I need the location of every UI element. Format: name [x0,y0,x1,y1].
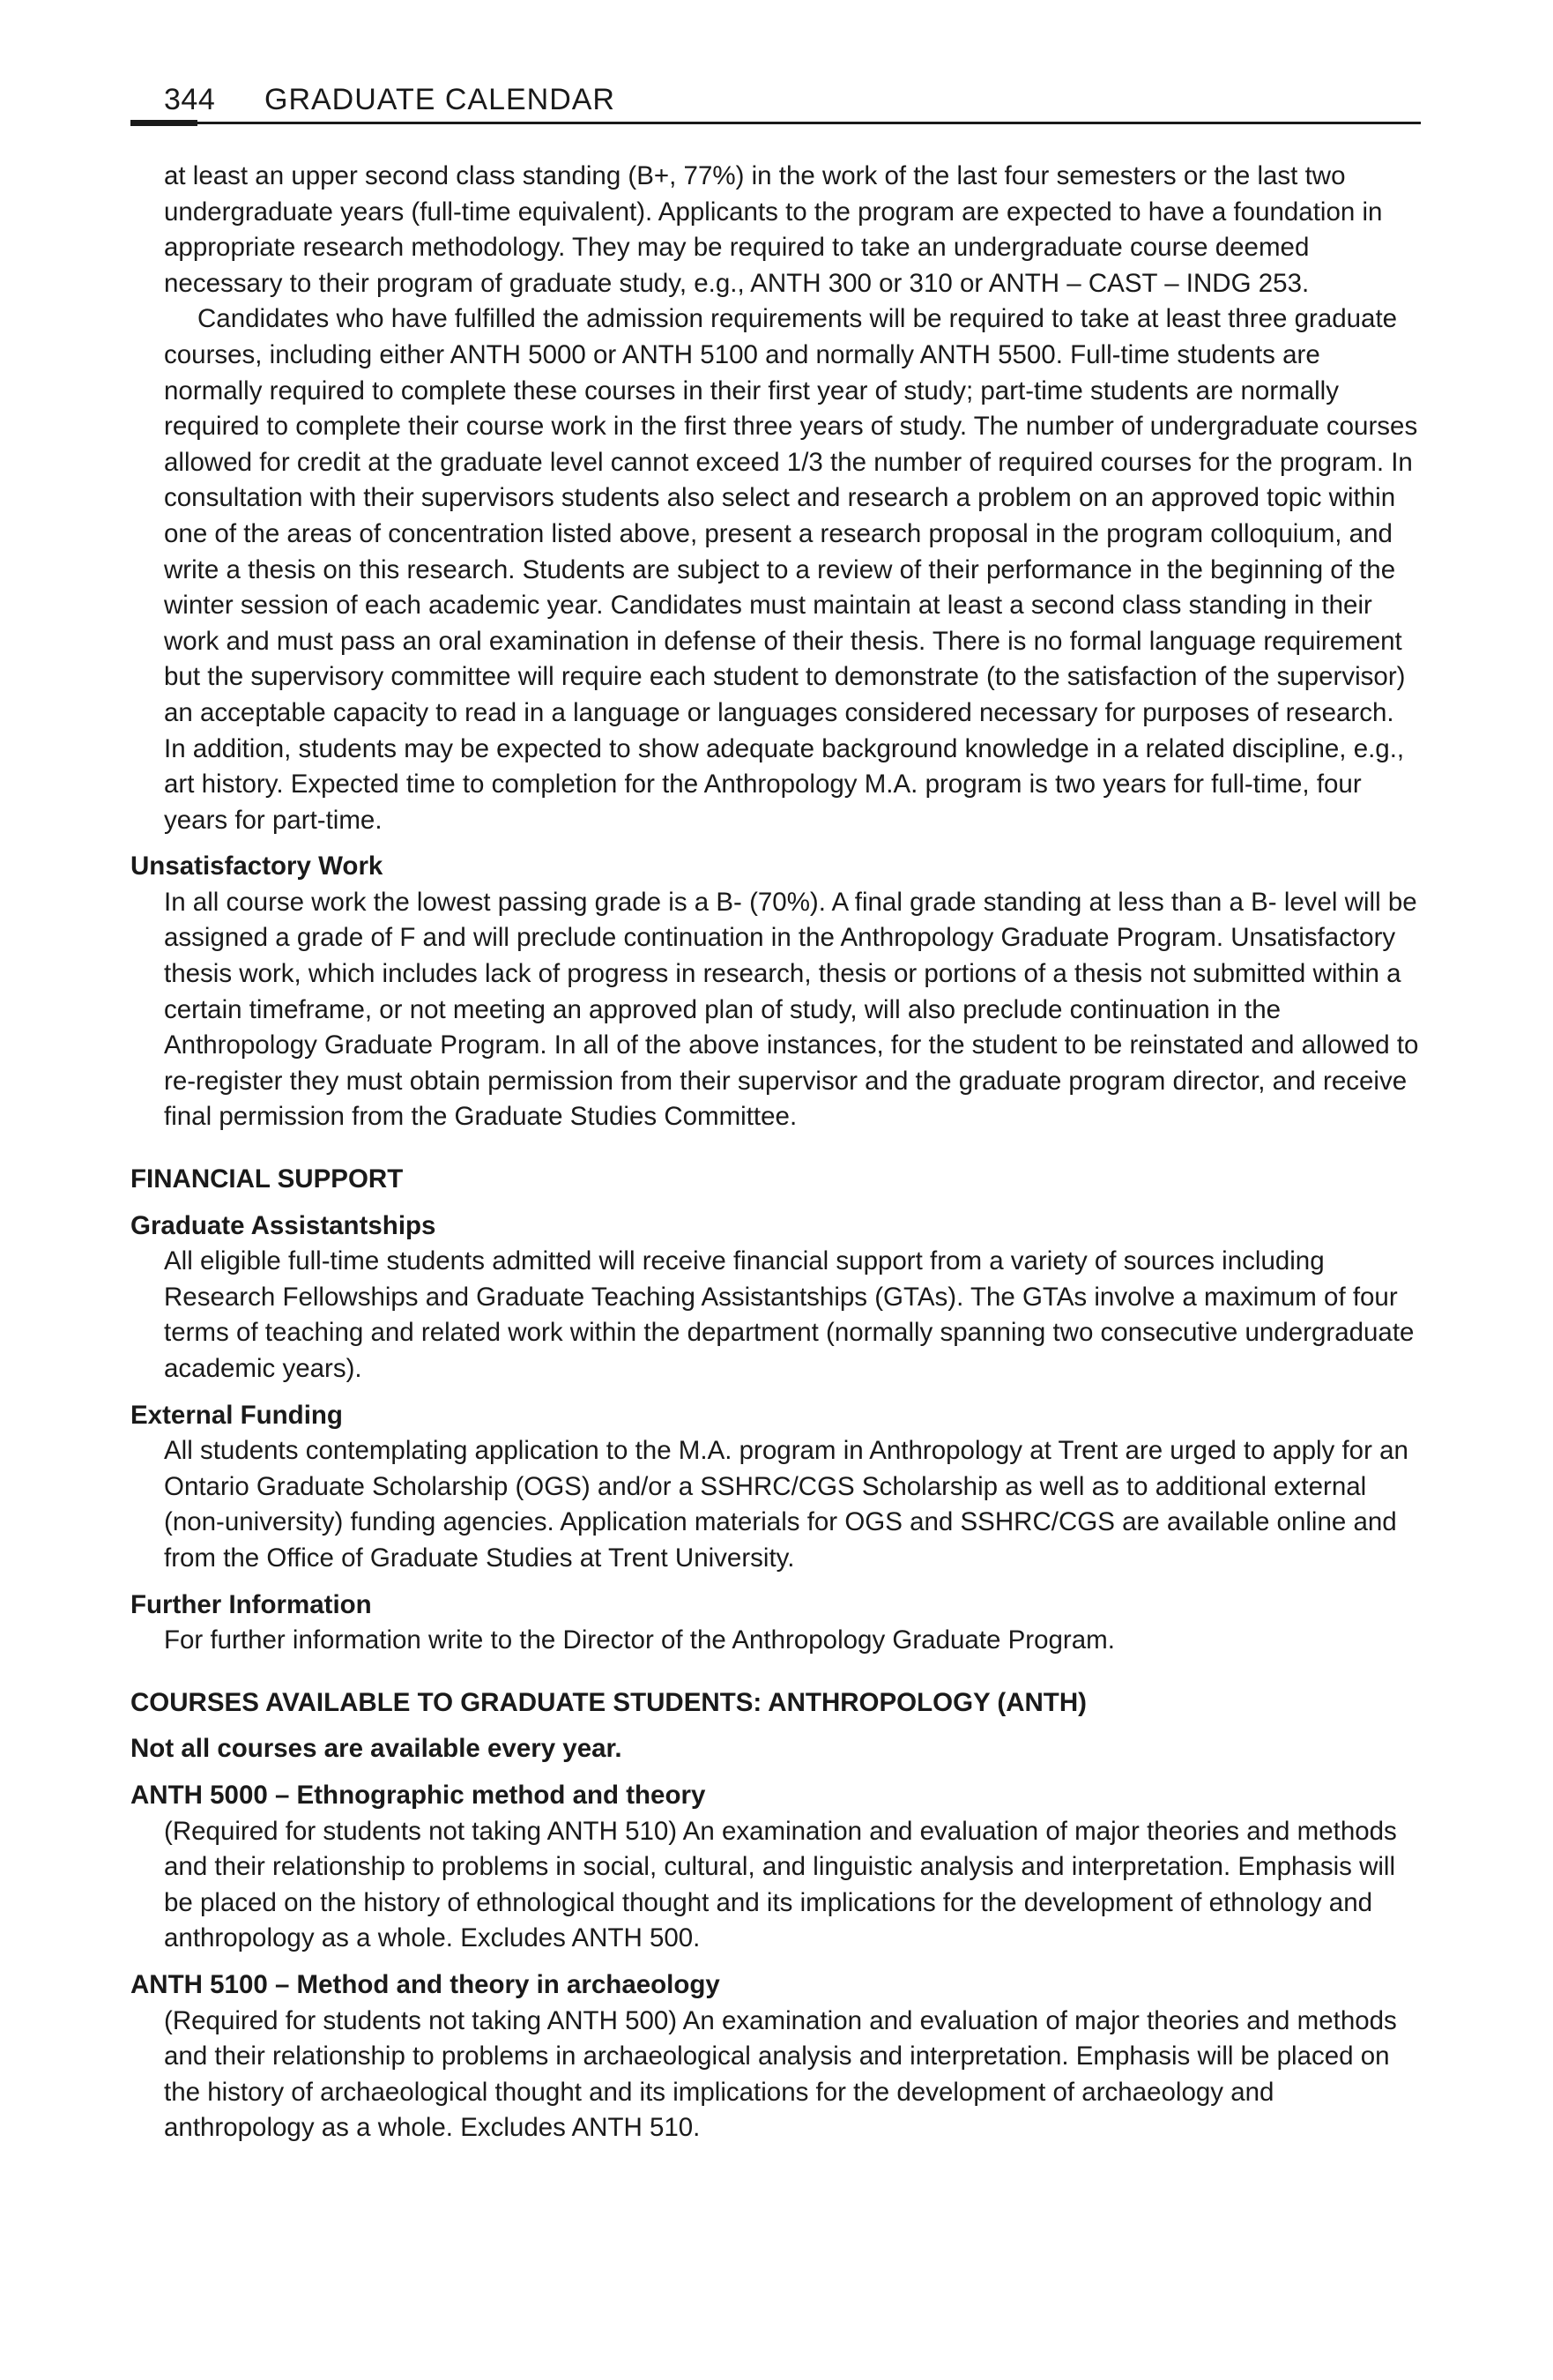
admission-paragraph: at least an upper second class standing (B+, 77%) in the work of the last four semesters or the last two undergraduate years (full-time equivalent). Applicants to the program are expected to have a foundation in appropriate research methodology. They may be required to take an undergraduate course deemed necessary to their program of graduate study, e.g., ANTH 300 or 310 or ANTH – CAST – INDG 253. [164,161,1383,298]
header-rule [130,122,1421,124]
further-information-heading: Further Information [130,1589,372,1619]
course-title: ANTH 5100 – Method and theory in archaeology [130,1969,720,1999]
courses-availability-note: Not all courses are available every year. [130,1734,622,1764]
running-title: GRADUATE CALENDAR [264,83,615,116]
page-header [130,78,1421,123]
course-title: ANTH 5000 – Ethnographic method and theory [130,1780,706,1810]
external-funding-heading: External Funding [130,1400,343,1430]
course-description: (Required for students not taking ANTH 510) An examination and evaluation of major theories and methods and their relationship to problems in social, cultural, and linguistic analysis and interpretation. Emphasis will be placed on the history of ethnological thought and its implications for the development of ethnology and anthropology as a whole. Excludes ANTH 500. [164,1816,1397,1953]
course-description: (Required for students not taking ANTH 500) An examination and evaluation of major theories and methods and their relationship to problems in archaeological analysis and interpretation. Emphasis will be placed on the history of archaeological thought and its implications for the development of archaeology and anthropology as a whole. Excludes ANTH 510. [164,2005,1397,2143]
unsatisfactory-work-heading: Unsatisfactory Work [130,852,383,881]
assistantships-heading: Graduate Assistantships [130,1210,436,1240]
financial-support-heading: FINANCIAL SUPPORT [130,1164,404,1194]
external-funding-text: All students contemplating application to the M.A. program in Anthropology at Trent are urged to apply for an Ontario Graduate Scholarship (OGS) and/or a SSHRC/CGS Scholarship as well as to additional external (non-university) funding agencies. Application materials for OGS and SSHRC/CGS are available online and from the Office of Graduate Studies at Trent University. [164,1436,1408,1573]
courses-heading: COURSES AVAILABLE TO GRADUATE STUDENTS: ANTHROPOLOGY (ANTH) [130,1687,1087,1717]
page-number: 344 [164,83,216,116]
unsatisfactory-work-text: In all course work the lowest passing grade is a B- (70%). A final grade standing at less than a B- level will be assigned a grade of F and will preclude continuation in the Anthropology Graduate Program. Unsatisfactory thesis work, which includes lack of progress in research, thesis or portions of a thesis not submitted within a certain timeframe, or not meeting an approved plan of study, will also preclude continuation in the Anthropology Graduate Program. In all of the above instances, for the student to be reinstated and allowed to re-register they must obtain permission from their supervisor and the graduate program director, and receive final permission from the Graduate Studies Committee. [164,887,1419,1132]
assistantships-text: All eligible full-time students admitted will receive financial support from a variety of sources including Research Fellowships and Graduate Teaching Assistantships (GTAs). The GTAs involve a maximum of four terms of teaching and related work within the department (normally spanning two consecutive undergraduate academic years). [164,1246,1415,1383]
page-content [130,159,1421,2146]
requirements-paragraph: Candidates who have fulfilled the admission requirements will be required to take at least three graduate courses, including either ANTH 5000 or ANTH 5100 and normally ANTH 5500. Full-time students are normally required to complete these courses in their first year of study; part-time students are normally required to complete their course work in the first three years of study. The number of undergraduate courses allowed for credit at the graduate level cannot exceed 1/3 the number of required courses for the program. In consultation with their supervisors students also select and research a problem on an approved topic within one of the areas of concentration listed above, present a research proposal in the program colloquium, and write a thesis on this research. Students are subject to a review of their performance in the beginning of the winter session of each academic year. Candidates must maintain at least a second class standing in their work and must pass an oral examination in defense of their thesis. There is no formal language requirement but the supervisory committee will require each student to demonstrate (to the satisfaction of the supervisor) an acceptable capacity to read in a language or languages considered necessary for purposes of research. In addition, students may be expected to show adequate background knowledge in a related discipline, e.g., art history. Expected time to completion for the Anthropology M.A. program is two years for full-time, four years for part-time. [164,304,1418,835]
header-rule-accent [130,120,197,126]
further-information-text: For further information write to the Director of the Anthropology Graduate Program. [164,1625,1115,1655]
